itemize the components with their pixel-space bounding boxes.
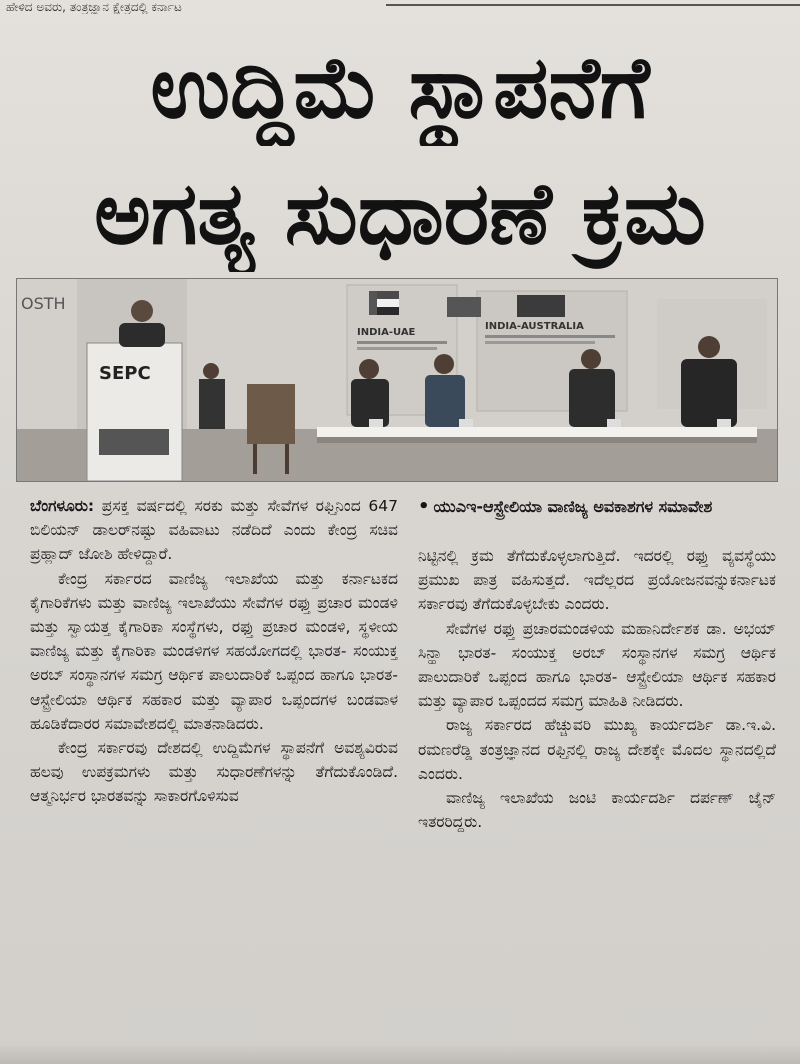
page-bottom-edge bbox=[0, 1046, 800, 1064]
paragraph-3: ಕೇಂದ್ರ ಸರ್ಕಾರವು ದೇಶದಲ್ಲಿ ಉದ್ದಿಮೆಗಳ ಸ್ಥಾಪನೆಗೆ ಅವಶ್ಯವಿರುವ ಹಲವು ಉಪಕ್ರಮಗಳು ಮತ್ತು ಸುಧಾರಣೆಗಳನ್ನು ತೆಗೆದುಕೊಂಡಿದೆ. ಆತ್ಮನಿರ್ಭರ ಭಾರತವನ್ನು ಸಾಕಾರಗೊಳಿಸುವ bbox=[30, 739, 398, 806]
previous-article-text: ಹೇಳಿದ ಅವರು, ತಂತ್ರಜ್ಞಾನ ಕ್ಷೇತ್ರದಲ್ಲಿ ಕರ್ನಾಟ bbox=[6, 0, 182, 14]
headline bbox=[4, 36, 796, 272]
backdrop-edge-text: OSTH bbox=[21, 294, 66, 313]
lead-text: ಪ್ರಸಕ್ತ ವರ್ಷದಲ್ಲಿ ಸರಕು ಮತ್ತು ಸೇವೆಗಳ ರಫ್ತಿನಿಂದ 647 ಬಿಲಿಯನ್ ಡಾಲರ್‌ನಷ್ಟು ವಹಿವಾಟು ನಡೆದಿದೆ ಎಂದು ಕೇಂದ್ರ ಸಚಿವ ಪ್ರಹ್ಲಾದ್ ಜೋಶಿ ಹೇಳಿದ್ದಾರೆ. bbox=[30, 497, 398, 564]
podium-logo-text: SEPC bbox=[99, 363, 151, 384]
paragraph-lead bbox=[30, 494, 398, 567]
top-rule bbox=[386, 4, 800, 6]
subheading bbox=[418, 494, 776, 520]
subheading-bullet: • bbox=[418, 496, 430, 517]
headline-line-2: ಅಗತ್ಯ ಸುಧಾರಣೆ ಕ್ರಮ bbox=[94, 164, 706, 264]
paragraph-right-4: ವಾಣಿಜ್ಯ ಇಲಾಖೆಯ ಜಂಟಿ ಕಾರ್ಯದರ್ಶಿ ದರ್ಪಣ್ ಜೈನ್ ಇತರರಿದ್ದರು. bbox=[418, 789, 776, 832]
event-photo-illustration bbox=[17, 279, 777, 481]
paragraph-right-1: ನಿಟ್ಟಿನಲ್ಲಿ ಕ್ರಮ ತೆಗೆದುಕೊಳ್ಳಲಾಗುತ್ತಿದೆ. ಇದರಲ್ಲಿ ರಫ್ತು ವ್ಯವಸ್ಥೆಯು ಪ್ರಮುಖ ಪಾತ್ರ ವಹಿಸುತ್ತದೆ. ಇದೆಲ್ಲರದ ಪ್ರಯೋಜನವನ್ನುಕರ್ನಾಟಕ ಸರ್ಕಾರವು ತೆಗೆದುಕೊಳ್ಳಬೇಕು ಎಂದರು. bbox=[418, 547, 776, 614]
paragraph-2: ಕೇಂದ್ರ ಸರ್ಕಾರದ ವಾಣಿಜ್ಯ ಇಲಾಖೆಯ ಮತ್ತು ಕರ್ನಾಟಕದ ಕೈಗಾರಿಕೆಗಳು ಮತ್ತು ವಾಣಿಜ್ಯ ಇಲಾಖೆಯು ಸೇವೆಗಳ ರಫ್ತು ಪ್ರಚಾರ ಮಂಡಳಿ ಮತ್ತು ಸ್ವಾಯತ್ತ ಕೈಗಾರಿಕಾ ಸಂಸ್ಥೆಗಳು, ರಫ್ತು ಪ್ರಚಾರ ಮಂಡಳಿ, ಸ್ಥಳೀಯ ವಾಣಿಜ್ಯ ಮತ್ತು ಕೈಗಾರಿಕಾ ಮಂಡಳಿಗಳ ಸಹಯೋಗದಲ್ಲಿ ಭಾರತ- ಸಂಯುಕ್ತ ಅರಬ್ ಸಂಸ್ಥಾನಗಳ ಸಮಗ್ರ ಆರ್ಥಿಕ ಪಾಲುದಾರಿಕೆ ಒಪ್ಪಂದ ಹಾಗೂ ಭಾರತ- ಆಸ್ಟ್ರೇಲಿಯಾ ಆರ್ಥಿಕ ಸಹಕಾರ ಮತ್ತು ವ್ಯಾಪಾರ ಒಪ್ಪಂದಗಳ ಬಂಡವಾಳ ಹೂಡಿಕೆದಾರರ ಸಮಾವೇಶದಲ್ಲಿ ಮಾತನಾಡಿದರು. bbox=[30, 569, 398, 733]
banner-left-text: INDIA-UAE bbox=[357, 327, 416, 338]
event-photo bbox=[16, 278, 778, 482]
banner-right-text: INDIA-AUSTRALIA bbox=[485, 321, 584, 332]
headline-line-1: ಉದ್ದಿಮೆ ಸ್ಥಾಪನೆಗೆ bbox=[150, 38, 650, 138]
paragraph-right-2: ಸೇವೆಗಳ ರಫ್ತು ಪ್ರಚಾರಮಂಡಳಿಯ ಮಹಾನಿರ್ದೇಶಕ ಡಾ. ಅಭಯ್ ಸಿನ್ಹಾ ಭಾರತ- ಸಂಯುಕ್ತ ಅರಬ್ ಸಂಸ್ಥಾನಗಳ ಸಮಗ್ರ ಆರ್ಥಿಕ ಪಾಲುದಾರಿಕೆ ಒಪ್ಪಂದ ಹಾಗೂ ಭಾರತ- ಆಸ್ಟ್ರೇಲಿಯಾ ಆರ್ಥಿಕ ಸಹಕಾರ ಮತ್ತು ವ್ಯಾಪಾರ ಒಪ್ಪಂದದ ಸಮಗ್ರ ಮಾಹಿತಿ ನೀಡಿದರು. bbox=[418, 619, 776, 711]
subheading-text: ಯುಎಇ-ಆಸ್ಟ್ರೇಲಿಯಾ ವಾಣಿಜ್ಯ ಅವಕಾಶಗಳ ಸಮಾವೇಶ bbox=[433, 497, 713, 516]
dateline: ಬೆಂಗಳೂರು: bbox=[30, 497, 95, 515]
previous-article-strip bbox=[0, 0, 800, 14]
article-column-left bbox=[30, 494, 398, 809]
article-column-right bbox=[418, 494, 776, 834]
paragraph-right-3: ರಾಜ್ಯ ಸರ್ಕಾರದ ಹೆಚ್ಚುವರಿ ಮುಖ್ಯ ಕಾರ್ಯದರ್ಶಿ ಡಾ.ಇ.ವಿ. ರಮಣರೆಡ್ಡಿ ತಂತ್ರಜ್ಞಾನದ ರಫ್ತಿನಲ್ಲಿ ರಾಜ್ಯ ದೇಶಕ್ಕೇ ಮೊದಲ ಸ್ಥಾನದಲ್ಲಿದೆ ಎಂದರು. bbox=[418, 716, 776, 783]
